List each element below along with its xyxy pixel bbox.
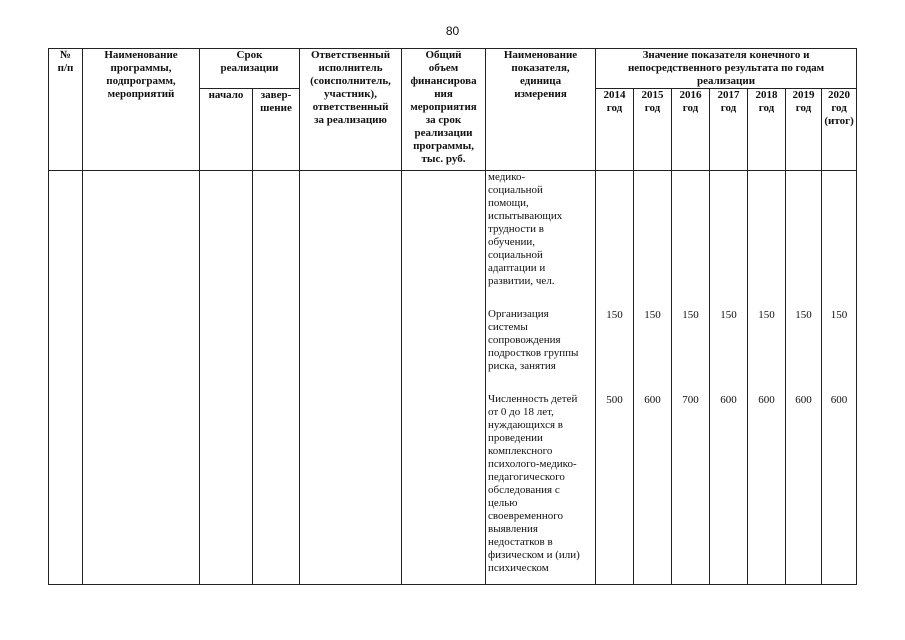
header-num: № п/п [49, 49, 83, 171]
header-year-2014: 2014 год [596, 89, 634, 171]
indicator-table [48, 48, 857, 585]
header-program: Наименование программы, подпрограмм, мероприятий [83, 49, 200, 171]
header-term: Срок реализации [200, 49, 300, 89]
header-year-2016: 2016 год [672, 89, 710, 171]
cell-year-2018 [748, 171, 786, 585]
year-value: 600 [644, 393, 661, 406]
year-value: 700 [682, 393, 699, 406]
header-year-2017: 2017 год [710, 89, 748, 171]
cell-year-2014 [596, 171, 634, 585]
year-value: 150 [795, 308, 812, 321]
cell-funding [402, 171, 486, 585]
year-value: 150 [758, 308, 775, 321]
cell-indicator [486, 171, 596, 585]
year-value: 150 [720, 308, 737, 321]
year-value: 150 [682, 308, 699, 321]
year-value: 600 [830, 393, 848, 406]
cell-term-end [253, 171, 300, 585]
year-value: 600 [720, 393, 737, 406]
year-value: 500 [606, 393, 623, 406]
header-term-start: начало [200, 89, 253, 171]
header-term-end: завер- шение [253, 89, 300, 171]
header-year-2015: 2015 год [634, 89, 672, 171]
indicator-text-1: медико- социальной помощи, испытывающих трудности в обучении, социальной адаптации и развитии, чел. [488, 171, 563, 287]
year-value: 150 [644, 308, 661, 321]
header-year-2018: 2018 год [748, 89, 786, 171]
cell-year-2016 [672, 171, 710, 585]
cell-num [49, 171, 83, 585]
page-number: 80 [445, 24, 460, 38]
cell-term-start [200, 171, 253, 585]
cell-year-2020 [822, 171, 857, 585]
table-row [49, 171, 857, 585]
header-indicator: Наименование показателя, единица измерения [486, 49, 596, 171]
header-funding: Общий объем финансирова ния мероприятия за срок реализации программы, тыс. руб. [402, 49, 486, 171]
year-value: 150 [830, 308, 848, 321]
cell-year-2019 [786, 171, 822, 585]
year-value: 600 [795, 393, 812, 406]
year-value: 150 [606, 308, 623, 321]
header-year-2019: 2019 год [786, 89, 822, 171]
cell-year-2017 [710, 171, 748, 585]
cell-program [83, 171, 200, 585]
indicator-text-3: Численность детей от 0 до 18 лет, нуждающихся в проведении комплексного психолого-медико- педагогического обследования с целью своевременного выявления недостатков в физическом и (или) психическом [488, 393, 580, 574]
year-value: 600 [758, 393, 775, 406]
cell-year-2015 [634, 171, 672, 585]
indicator-text-2: Организация системы сопровождения подростков группы риска, занятия [488, 308, 579, 372]
header-executor: Ответственный исполнитель (соисполнитель, участник), ответственный за реализацию [300, 49, 402, 171]
header-year-2020: 2020 год (итог) [822, 89, 857, 171]
cell-executor [300, 171, 402, 585]
header-values: Значение показателя конечного и непосредственного результата по годам реализации [596, 49, 857, 89]
